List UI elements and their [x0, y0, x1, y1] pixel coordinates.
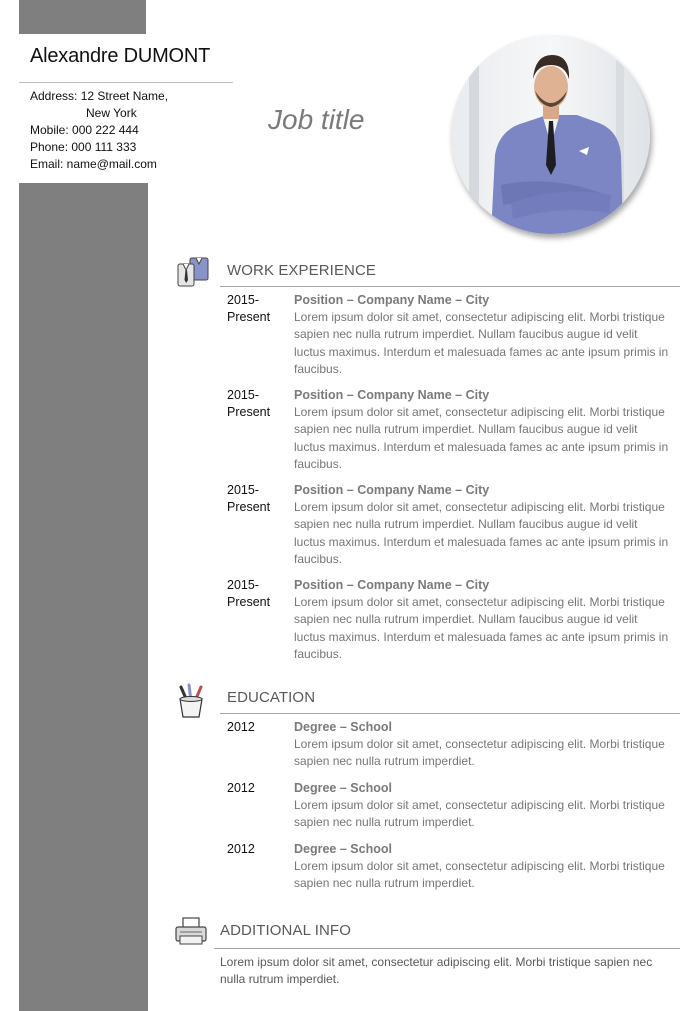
pencil-cup-icon: [175, 683, 207, 724]
education-heading: EDUCATION: [227, 689, 316, 706]
education-entry-date: 2012: [227, 842, 255, 856]
education-entry-title: Degree – School: [294, 842, 392, 856]
education-entry-description: Lorem ipsum dolor sit amet, consectetur adipiscing elit. Morbi tristique sapien nec nulla rutrum imperdiet.: [294, 737, 665, 769]
work-entry-title: Position – Company Name – City: [294, 483, 490, 497]
sidebar-top-block: [19, 0, 146, 34]
printer-icon: [174, 916, 208, 951]
work-entry-description: Lorem ipsum dolor sit amet, consectetur adipiscing elit. Morbi tristique sapien nec nulla rutrum imperdiet. Nullam faucibus augue id velit luctus maximus. Interdum et malesuada fames ac ante ipsum primis in faucibus.: [294, 500, 669, 566]
education-divider: [220, 713, 680, 714]
contact-mobile: Mobile: 000 222 444: [30, 123, 139, 137]
education-entry-title: Degree – School: [294, 720, 392, 734]
work-entry-date: 2015- Present: [227, 578, 271, 609]
work-experience-divider: [220, 286, 680, 287]
work-entry-description: Lorem ipsum dolor sit amet, consectetur adipiscing elit. Morbi tristique sapien nec nulla rutrum imperdiet. Nullam faucibus augue id velit luctus maximus. Interdum et malesuada fames ac ante ipsum primis in faucibus.: [294, 310, 669, 376]
contact-address: Address: 12 Street Name,: [30, 89, 169, 103]
work-entry-title: Position – Company Name – City: [294, 293, 490, 307]
work-entry-title: Position – Company Name – City: [294, 578, 490, 592]
sidebar-column: [19, 183, 148, 1011]
candidate-name: Alexandre DUMONT: [30, 45, 211, 67]
shirt-tie-icon: [176, 256, 210, 293]
contact-address-city: New York: [86, 106, 137, 120]
contact-email: Email: name@mail.com: [30, 157, 157, 171]
additional-info-heading: ADDITIONAL INFO: [220, 922, 351, 939]
work-experience-heading: WORK EXPERIENCE: [227, 262, 377, 279]
contact-phone: Phone: 000 111 333: [30, 140, 137, 154]
name-divider: [19, 82, 233, 83]
education-entry-description: Lorem ipsum dolor sit amet, consectetur adipiscing elit. Morbi tristique sapien nec nulla rutrum imperdiet.: [294, 798, 665, 830]
work-entry-date: 2015- Present: [227, 293, 271, 324]
job-title: Job title: [268, 104, 365, 135]
profile-photo: [451, 35, 650, 234]
work-entry-description: Lorem ipsum dolor sit amet, consectetur adipiscing elit. Morbi tristique sapien nec nulla rutrum imperdiet. Nullam faucibus augue id velit luctus maximus. Interdum et malesuada fames ac ante ipsum primis in faucibus.: [294, 595, 669, 661]
work-entry-title: Position – Company Name – City: [294, 388, 490, 402]
work-entry-date: 2015- Present: [227, 388, 271, 419]
work-entry-description: Lorem ipsum dolor sit amet, consectetur adipiscing elit. Morbi tristique sapien nec nulla rutrum imperdiet. Nullam faucibus augue id velit luctus maximus. Interdum et malesuada fames ac ante ipsum primis in faucibus.: [294, 405, 669, 471]
education-entry-date: 2012: [227, 720, 255, 734]
education-entry-description: Lorem ipsum dolor sit amet, consectetur adipiscing elit. Morbi tristique sapien nec nulla rutrum imperdiet.: [294, 859, 665, 891]
contact-block: [30, 88, 168, 173]
work-entry-date: 2015- Present: [227, 483, 271, 514]
additional-info-divider: [214, 948, 680, 949]
education-entry-title: Degree – School: [294, 781, 392, 795]
education-entry-date: 2012: [227, 781, 255, 795]
person-portrait-icon: [451, 35, 650, 234]
additional-info-text: Lorem ipsum dolor sit amet, consectetur adipiscing elit. Morbi tristique sapien nec nulla rutrum imperdiet.: [220, 955, 653, 986]
